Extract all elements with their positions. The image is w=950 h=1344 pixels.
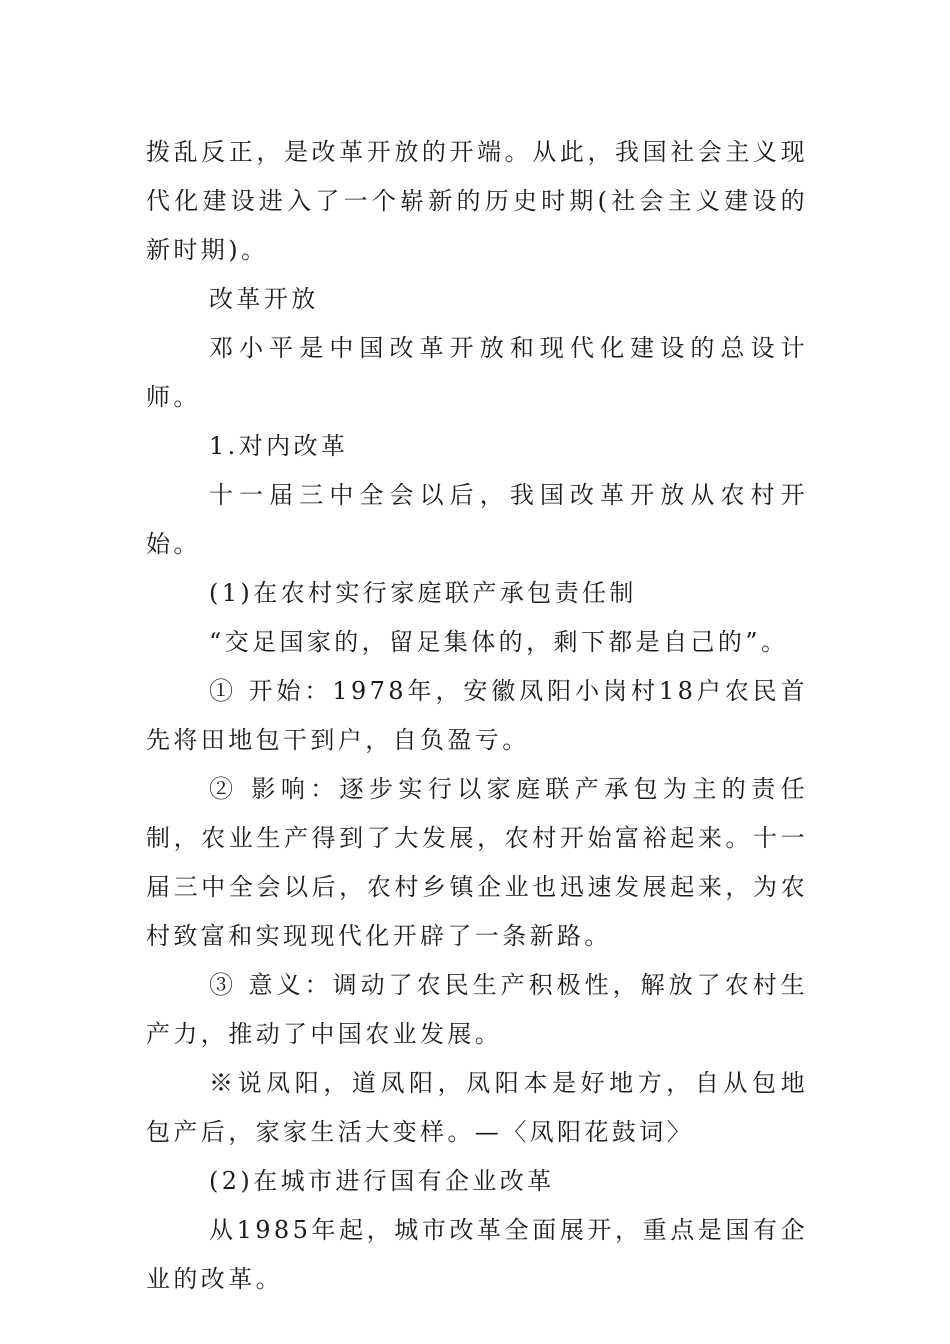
paragraph-intro: 拨乱反正，是改革开放的开端。从此，我国社会主义现代化建设进入了一个崭新的历史时期(社会主义建设的新时期)。 [146, 138, 808, 264]
paragraph-impact: ② 影响：逐步实行以家庭联产承包为主的责任制，农业生产得到了大发展，农村开始富裕起来。十一届三中全会以后，农村乡镇企业也迅速发展起来，为农村致富和实现现代化开辟了一条新路。 [146, 775, 808, 950]
subheading-rural-system: (1)在农村实行家庭联产承包责任制 [209, 579, 637, 607]
paragraph-deng: 邓小平是中国改革开放和现代化建设的总设计师。 [146, 334, 808, 411]
subheading-internal-reform: 1.对内改革 [209, 432, 349, 460]
document-page [146, 128, 808, 1304]
paragraph-quote: “交足国家的，留足集体的，剩下都是自己的”。 [209, 628, 789, 656]
paragraph-significance: ③ 意义：调动了农民生产积极性，解放了农村生产力，推动了中国农业发展。 [146, 971, 808, 1048]
paragraph-folk-song: ※说凤阳，道凤阳，凤阳本是好地方，自从包地包产后，家家生活大变样。—〈凤阳花鼓词〉 [146, 1069, 808, 1146]
paragraph-start: ① 开始：1978年，安徽凤阳小岗村18户农民首先将田地包干到户，自负盈亏。 [146, 677, 808, 754]
paragraph-urban: 从1985年起，城市改革全面展开，重点是国有企业的改革。 [146, 1216, 808, 1293]
subheading-urban-reform: (2)在城市进行国有企业改革 [209, 1167, 555, 1195]
paragraph-rural-start: 十一届三中全会以后，我国改革开放从农村开始。 [146, 481, 808, 558]
section-heading-reform: 改革开放 [209, 285, 319, 313]
